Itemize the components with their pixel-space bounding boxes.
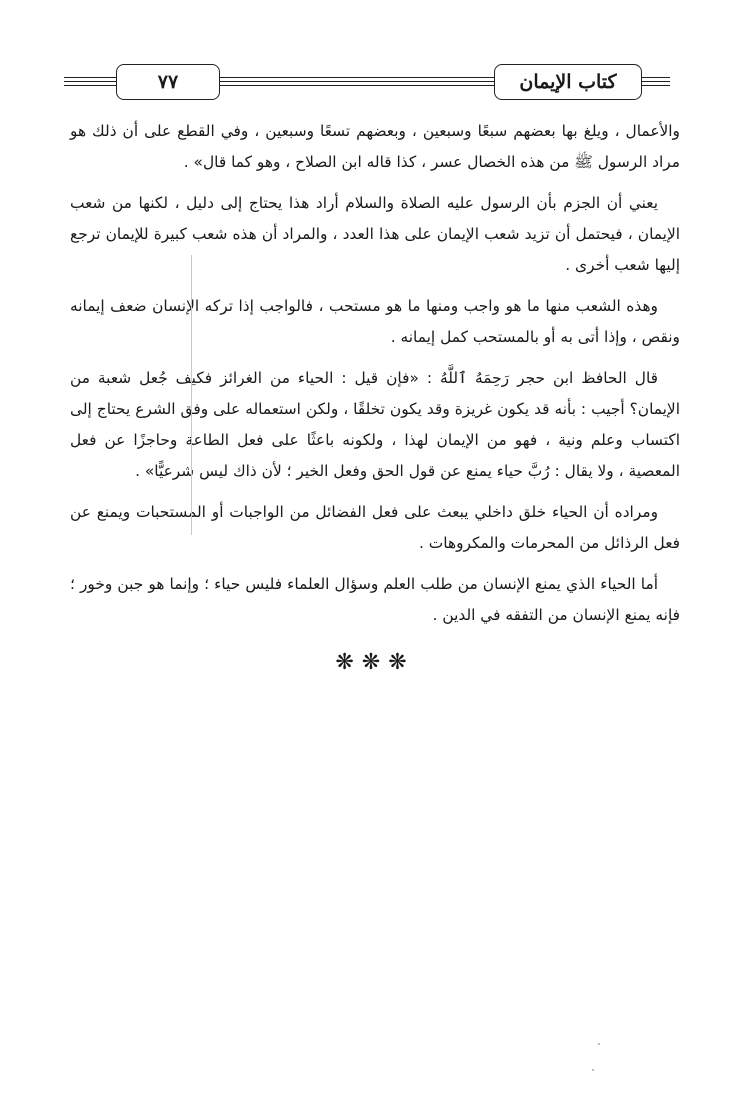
paragraph: أما الحياء الذي يمنع الإنسان من طلب العلم وسؤال العلماء فليس حياء ؛ وإنما هو جبن وخور ؛ فإنه يمنع الإنسان من التفقه في الدين .: [70, 575, 680, 624]
scan-artifact-dot: [598, 1043, 600, 1045]
scan-artifact-dot: [592, 1069, 594, 1071]
paragraph: قال الحافظ ابن حجر رَحِمَهُ ٱللَّهُ : «فإن قيل : الحياء من الغرائز فكيف جُعل شعبة من الإيمان؟ أجيب : بأنه قد يكون غريزة وقد يكون تخلقًا ، ولكن استعماله على وفق الشرع يحتاج إلى اكتساب وعلم ونية ، فهو من الإيمان لهذا ، ولكونه باعثًا على فعل الطاعة وحاجزًا عن فعل المعصية ، ولا يقال : رُبَّ حياء يمنع عن قول الحق وفعل الخير ؛ لأن ذاك ليس شرعيًّا» .: [70, 369, 680, 480]
book-title: كتاب الإيمان: [494, 64, 642, 100]
paragraph: والأعمال ، ويلغ بها بعضهم سبعًا وسبعين ، وبعضهم تسعًا وسبعين ، وفي القطع على أن ذلك هو مراد الرسول ﷺ من هذه الخصال عسر ، كذا قاله ابن الصلاح ، وهو كما قال» .: [70, 122, 680, 171]
page-number: ٧٧: [116, 64, 220, 100]
paragraph: ومراده أن الحياء خلق داخلي يبعث على فعل الفضائل من الواجبات أو المستحبات ويمنع عن فعل الرذائل من المحرمات والمكروهات .: [70, 503, 680, 552]
section-ornament: ❋❋❋: [335, 650, 415, 675]
scan-artifact-line: [191, 255, 192, 535]
paragraph: يعني أن الجزم بأن الرسول عليه الصلاة والسلام أراد هذا يحتاج إلى دليل ، لكنها من شعب الإيمان ، فيحتمل أن تزيد شعب الإيمان على هذا العدد ، والمراد أن هذه شعب كبيرة للإيمان ترجع إليها شعب أخرى .: [70, 194, 680, 274]
page-body: [70, 116, 680, 678]
page-header: [64, 60, 670, 104]
paragraph: وهذه الشعب منها ما هو واجب ومنها ما هو مستحب ، فالواجب إذا تركه الإنسان ضعف إيمانه ونقص ، وإذا أتى به أو بالمستحب كمل إيمانه .: [70, 297, 680, 346]
